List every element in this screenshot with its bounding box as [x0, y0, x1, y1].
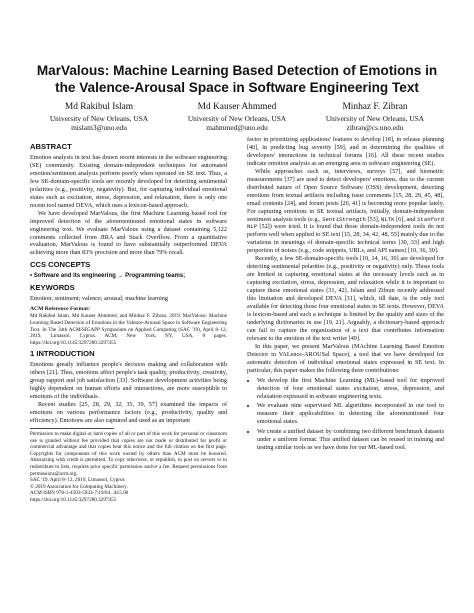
introduction-heading: 1 INTRODUCTION: [30, 349, 95, 359]
keywords-text: Emotion; sentiment; valence; arousal; machine learning: [30, 295, 168, 303]
ccs-heading: CCS CONCEPTS: [30, 260, 91, 270]
left-column: [30, 139, 227, 503]
author-email[interactable]: mislam3@uno.edu: [71, 123, 127, 132]
tool-name: Stanford NLP: [247, 215, 444, 231]
body-paragraph: In this paper, we present MarValous (MAchine Learning Based Emotion Detector in VALence-AROUSal Space), a tool that we have developed for automatic detection of individual emotional states expressed in SE text. In particular, this paper makes the following three contributions:: [247, 342, 444, 374]
author-email[interactable]: mahmmed@uno.edu: [206, 123, 268, 132]
keywords-heading: KEYWORDS: [30, 283, 75, 293]
venue-line: SAC '19, April 8–12, 2019, Limassol, Cyprus: [30, 477, 125, 484]
abstract-paragraph: We have developed MarValous, the first Machine Learning based tool for improved detection of the aforementioned emotional states in software engineering text. We evaluate MarValous using a dataset containing 5,122 comments collected from JIRA and Stack Overflow. From a quantitative evaluation, MarValous is found to have substantially outperformed DEVA achieving more than 83% precision and more than 79% recall.: [30, 209, 227, 257]
list-item: • We develop the first Machine Learning (ML)-based tool for improved detection of four emotional states excitation, stress, depression, and relaxation expressed in software engineering texts.: [257, 377, 444, 401]
text-span: [6], and: [394, 215, 418, 223]
ccs-concepts: • Software and its engineering → Programming teams;: [30, 273, 186, 280]
body-paragraph: factor in prioritizing applications' features to develop [18], in release planning [40], in predicting bug severity [59], and in determining the qualities of developers' interactions in technical forums [16]. All these recent studies indicate emotion analysis as an emerging area in software engineering (SE).: [247, 136, 444, 167]
tool-name: SentiStrength: [322, 215, 366, 223]
right-column: [247, 136, 444, 454]
footnote-rule: [30, 428, 114, 429]
author-1: [30, 101, 168, 132]
author-affiliation: University of New Orleans, USA: [187, 114, 287, 123]
acm-reference-heading: ACM Reference Format:: [30, 306, 90, 313]
list-item: • We create a unified dataset by combining two different benchmark datasets under a uniform format. This unified dataset can be reused in training and testing similar tools as we have done for our ML-based tool.: [257, 428, 444, 452]
author-email[interactable]: zibran@cs.uno.edu: [346, 123, 404, 132]
author-affiliation: University of New Orleans, USA: [49, 114, 149, 123]
author-block: [30, 101, 444, 132]
contributions-list: [247, 377, 444, 453]
isbn-line: ACM ISBN 978-1-4503-5933-7/19/04...$15.00: [30, 490, 129, 497]
body-paragraph: Recently, a few SE-domain-specific tools [10, 14, 16, 30] are developed for detecting sentimental polarities (e.g., positivity or negativity) only. Those tools are limited in capturing emotional states at the necessary levels such as in capturing excitation, stress, depression, and relaxation while it is important to capture these emotional states [31, 42]. Islam and Zibran recently addressed this limitation and developed DEVA [31], which, till date, is the only tool available for detecting those four emotional states in SE texts. However, DEVA is lexicon-based and such a technique is limited by the quality and sizes of the underlying dictionaries in use [19, 21]. Arguably, a dictionary-based approach can fail to capture the organization of a text that contributes information relevant to the emotion of the text writer [49].: [247, 255, 444, 342]
permission-notice: Permission to make digital or hard copies of all or part of this work for personal or classroom use is granted without fee provided that copies are not made or distributed for profit or commercial advantage and that copies bear this notice and the full citation on the first page. Copyrights for components of this work owned by others than ACM must be honored. Abstracting with credit is permitted. To copy otherwise, or republish, to post on servers or to redistribute to lists, requires prior specific permission and/or a fee. Request permissions from permissions@acm.org.: [30, 430, 227, 477]
author-3: [306, 101, 444, 132]
doi-link[interactable]: https://doi.org/10.1145/3297280.3297455: [30, 496, 117, 503]
intro-paragraph: Emotions greatly influence people's decision making and collaboration with others [21]. Thus, emotions affect people's task quality, productivity, creativity, group rapport and job satisfaction [33]. Software development activities being highly dependent on human efforts and interactions, are more susceptible to emotions of the individuals.: [30, 361, 227, 401]
abstract-paragraph: Emotion analysis in text has drawn recent interests in the software engineering (SE) community. Existing domain-independent techniques for automated emotion/sentiment analysis perform poorly when operated on SE text. Thus, a few SE-domain-specific tools are recently developed for detecting sentimental polarities (e.g., positivity, negativity). But, for capturing individual emotional states such as excitation, stress, depression, and relaxation, there is only one recent tool named DEVA, which uses a lexicon-based approach.: [30, 154, 227, 209]
paper-title: MarValous: Machine Learning Based Detection of Emotions in the Valence-Arousal Space in Software Engineering Text: [36, 63, 438, 95]
abstract-heading: ABSTRACT: [30, 142, 72, 151]
text-span: [53],: [365, 215, 382, 223]
author-2: [168, 101, 306, 132]
author-affiliation: University of New Orleans, USA: [325, 114, 425, 123]
text-span: [52]) were tried. It is found that those domain-independent tools do not perform well when applied to SE text [15, 28, 34, 42, 48, 55] mainly due to the variations in meanings of domain-specific technical terms [30, 33] and high proportion of noises (e.g., code snippets, URLs, and API names) [10, 36, 30].: [247, 223, 444, 255]
tool-name: NLTK: [381, 215, 395, 223]
text-span: While approaches such as, interviews, surveys [57], and biometric measurements [37] are used to detect developers' emotions, due to the current distributed nature of Open Source Software (OSS) development, detecting emotions from textual artifacts including issue comments [15, 28, 29, 45, 48], email contents [24], and forum posts [26, 41] is becoming more popular lately. For capturing emotions in SE textual artifacts, initially, domain-independent sentiment analysis tools (e.g.,: [247, 167, 444, 223]
author-name: Md Rakibul Islam: [64, 102, 134, 112]
body-paragraph: [247, 168, 444, 255]
acm-reference-text: Md Rakibul Islam, Md Kauser Ahmmed, and Minhaz F. Zibran. 2019. MarValous: Machine Learning Based Detection of Emotions in the Valence-Arousal Space in Software Engineering Text. In The 34th ACM/SIGAPP Symposium on Applied Computing (SAC '19), April 8–12, 2019, Limassol, Cyprus. ACM, New York, NY, USA, 8 pages. https://doi.org/10.1145/3297280.3297455: [30, 313, 227, 346]
author-name: Md Kauser Ahmmed: [197, 102, 277, 112]
list-item: • We evaluate nine supervised ML algorithms incorporated in our tool to measure their applicabilities in detecting the aforementioned four emotional states.: [257, 402, 444, 426]
author-name: Minhaz F. Zibran: [342, 102, 408, 112]
copyright-line: © 2019 Association for Computing Machinery.: [30, 483, 128, 490]
intro-paragraph: Recent studies [25, 28, 29, 32, 35, 39, 57] examined the impacts of emotions on various performance factors (e.g., productivity, quality and efficiency). Emotions are also captured and used as an important: [30, 401, 227, 424]
